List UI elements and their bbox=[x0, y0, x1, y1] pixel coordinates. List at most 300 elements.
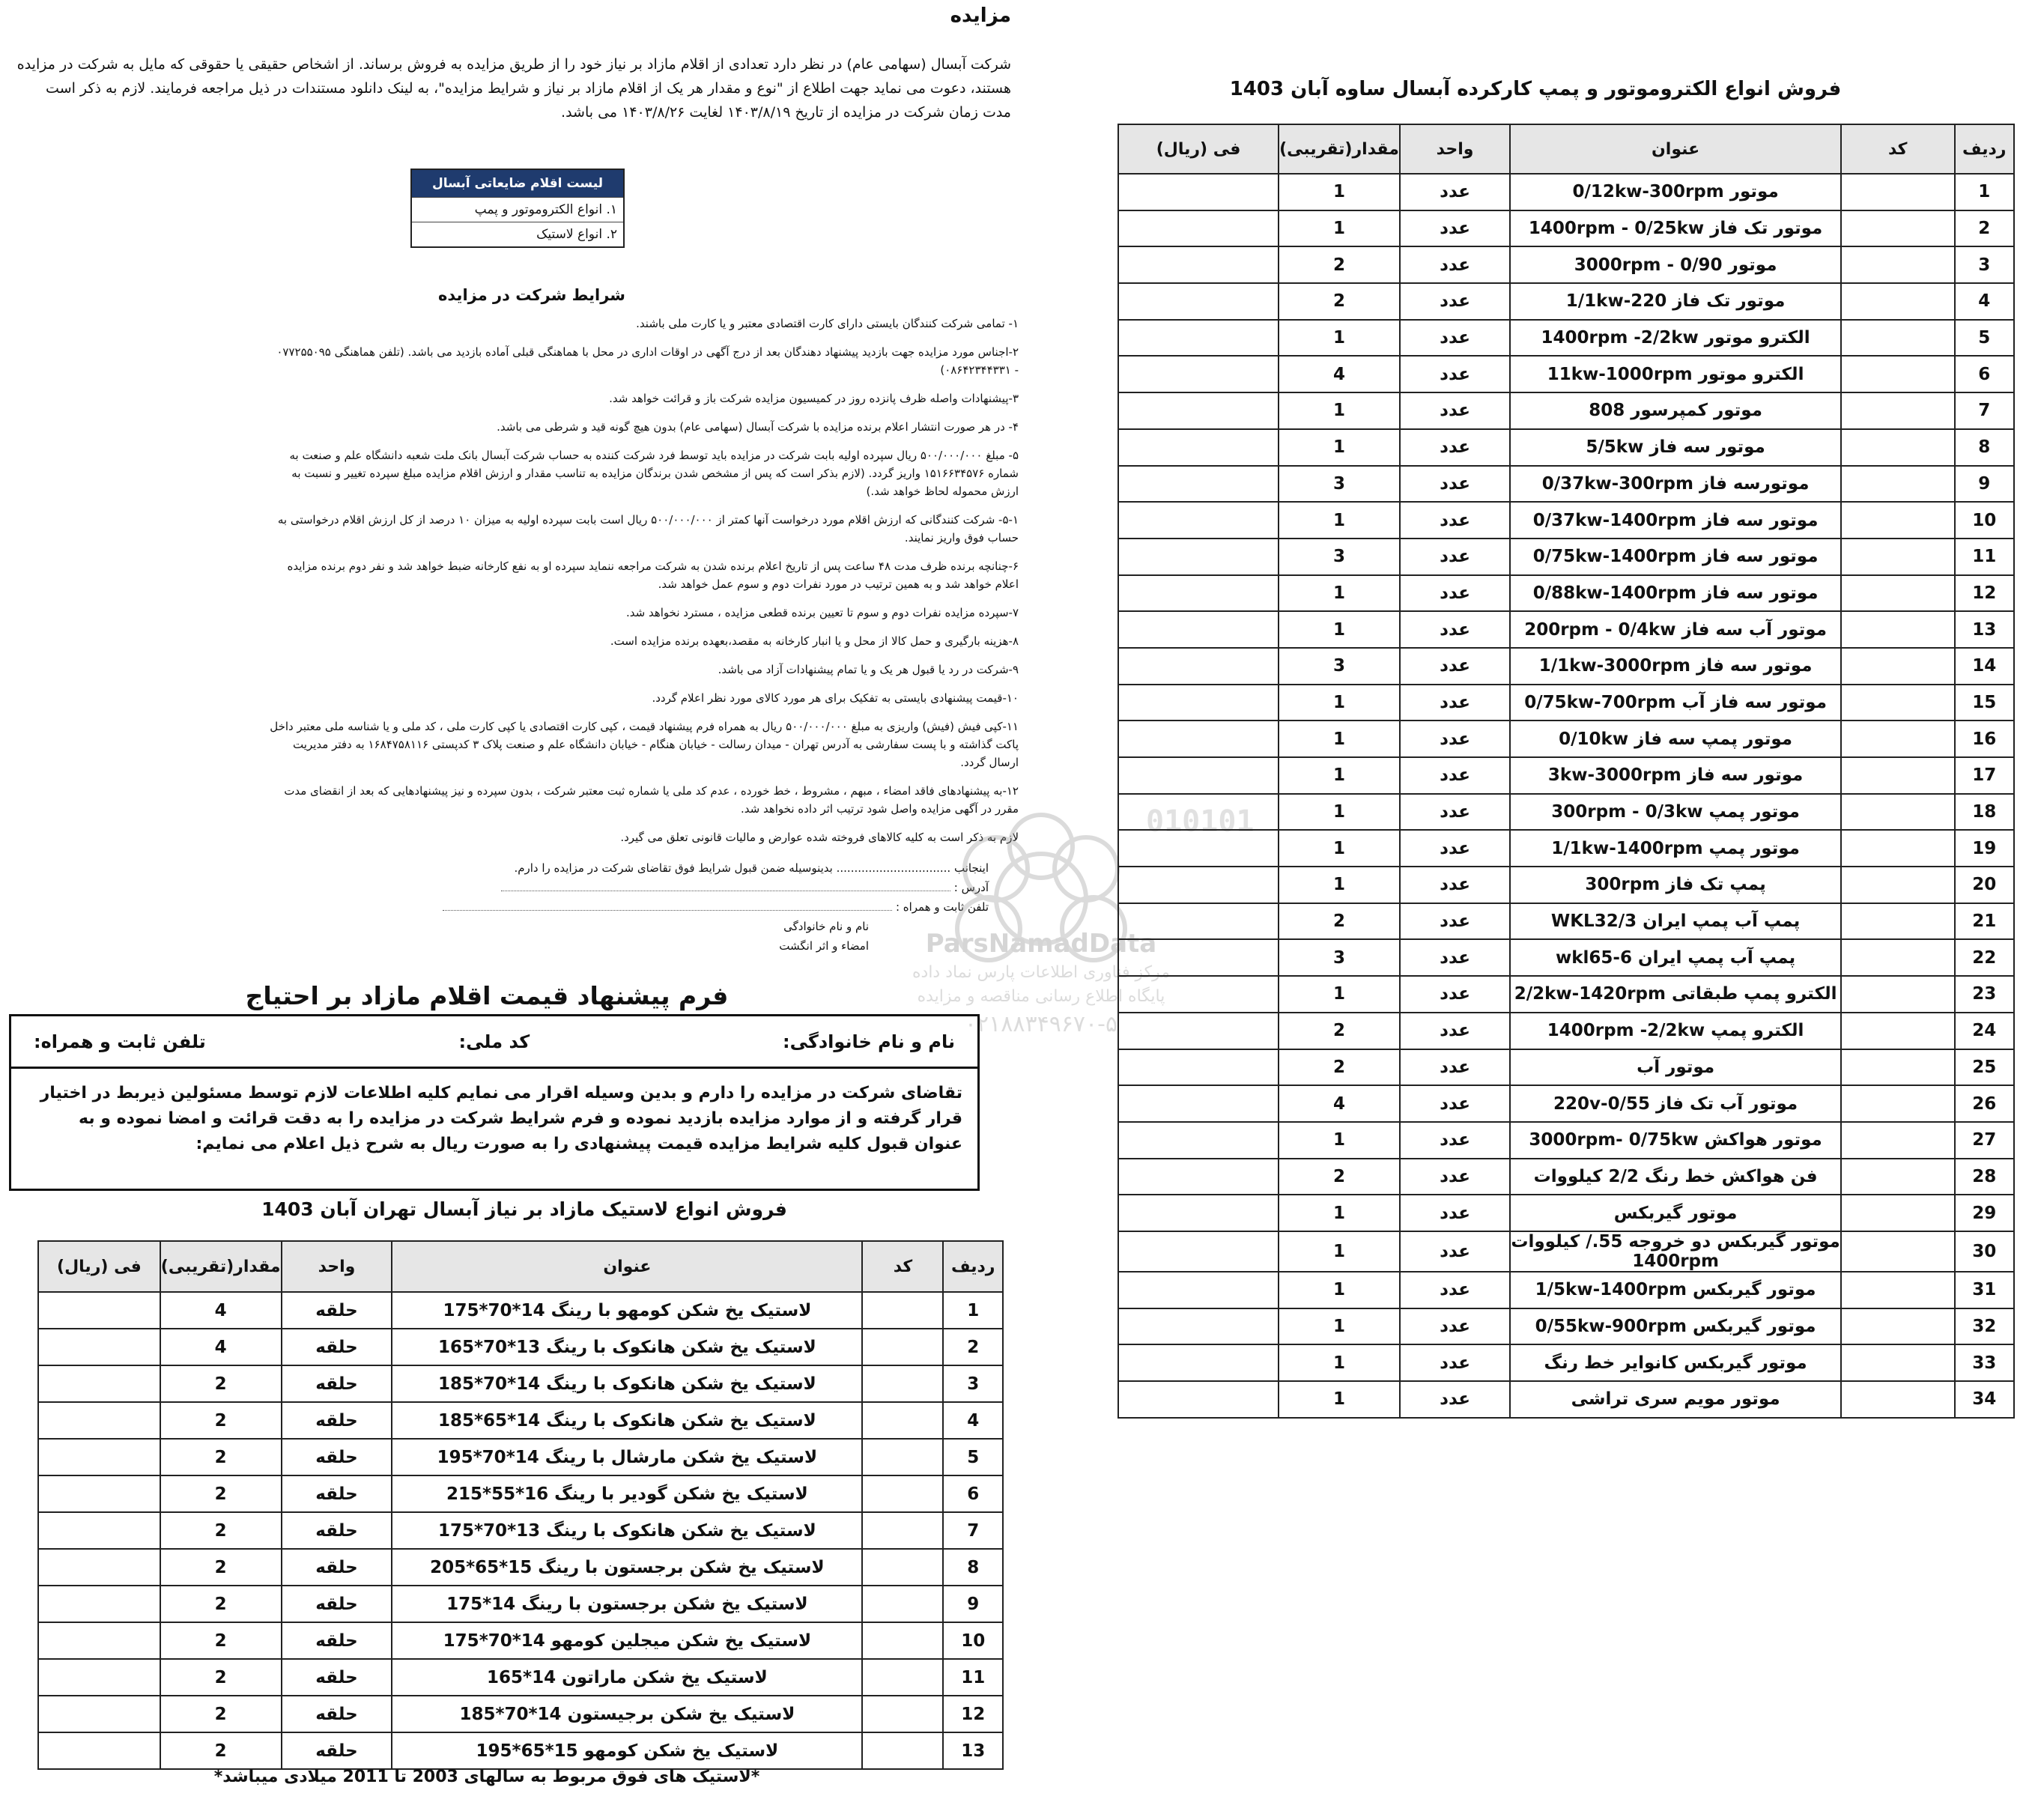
motors-cell bbox=[1841, 1272, 1955, 1308]
motors-cell[interactable] bbox=[1118, 392, 1279, 429]
table-row bbox=[1118, 1159, 2014, 1195]
motors-header-cell: واحد bbox=[1400, 124, 1510, 174]
tires-cell: 11 bbox=[943, 1659, 1003, 1696]
table-row bbox=[1118, 283, 2014, 320]
table-row bbox=[1118, 502, 2014, 539]
motors-cell[interactable] bbox=[1118, 1381, 1279, 1418]
motors-cell: 12 bbox=[1955, 575, 2014, 612]
motors-cell bbox=[1841, 1013, 1955, 1049]
motors-cell[interactable] bbox=[1118, 1231, 1279, 1272]
motors-cell[interactable] bbox=[1118, 1195, 1279, 1231]
tires-cell: 2 bbox=[160, 1402, 282, 1439]
motors-cell: موتور آب تک فاز 220v-0/55 bbox=[1510, 1085, 1841, 1122]
motors-cell: عدد bbox=[1400, 1049, 1510, 1086]
watermark-phone: ۰۲۱۸۸۳۴۹۶۷۰-۵ bbox=[964, 1011, 1118, 1037]
motors-cell[interactable] bbox=[1118, 867, 1279, 903]
signature-declaration: اینجانب ................................ بدینوسیله ضمن قبول شرایط فوق تقاضای شرکت در مزایده را دارم. bbox=[514, 861, 989, 875]
offer-form-fields bbox=[11, 1016, 977, 1069]
motors-cell[interactable] bbox=[1118, 939, 1279, 976]
motors-cell: پمپ آب پمپ ایران WKL32/3 bbox=[1510, 903, 1841, 940]
motors-cell bbox=[1841, 539, 1955, 575]
table-row bbox=[38, 1512, 1003, 1549]
motors-cell[interactable] bbox=[1118, 757, 1279, 794]
table-row bbox=[1118, 429, 2014, 466]
table-row bbox=[1118, 757, 2014, 794]
tires-cell: 2 bbox=[160, 1732, 282, 1769]
tires-cell: 13 bbox=[943, 1732, 1003, 1769]
table-row bbox=[1118, 392, 2014, 429]
tires-header-cell: کد bbox=[862, 1241, 943, 1292]
motors-cell[interactable] bbox=[1118, 502, 1279, 539]
motors-cell: 1 bbox=[1279, 174, 1400, 210]
motors-cell: 2 bbox=[1279, 1049, 1400, 1086]
table-row bbox=[1118, 903, 2014, 940]
signature-sign: امضاء و اثر انگشت bbox=[779, 939, 869, 953]
motors-cell: عدد bbox=[1400, 867, 1510, 903]
motors-cell[interactable] bbox=[1118, 685, 1279, 721]
tires-cell: لاستیک یخ شکن برجیستون 14*70*185 bbox=[392, 1696, 862, 1732]
tires-cell: لاستیک یخ شکن میجلین کومهو 14*70*175 bbox=[392, 1622, 862, 1659]
motors-cell: 1 bbox=[1279, 721, 1400, 757]
motors-cell[interactable] bbox=[1118, 356, 1279, 392]
motors-cell: عدد bbox=[1400, 392, 1510, 429]
table-row bbox=[1118, 1049, 2014, 1086]
motors-cell: فن هواکش خط رنگ 2/2 کیلووات bbox=[1510, 1159, 1841, 1195]
tires-cell: 6 bbox=[943, 1475, 1003, 1512]
motors-cell[interactable] bbox=[1118, 721, 1279, 757]
tires-cell bbox=[862, 1329, 943, 1365]
motors-cell[interactable] bbox=[1118, 320, 1279, 357]
motors-cell bbox=[1841, 1049, 1955, 1086]
motors-cell: عدد bbox=[1400, 685, 1510, 721]
motors-cell: موتور سه فاز 1/1kw-3000rpm bbox=[1510, 648, 1841, 685]
tires-header-cell: مقدار(تقریبی) bbox=[160, 1241, 282, 1292]
motors-cell: 7 bbox=[1955, 392, 2014, 429]
motors-cell: 1 bbox=[1279, 1308, 1400, 1345]
motors-cell[interactable] bbox=[1118, 1013, 1279, 1049]
motors-header-cell: مقدار(تقریبی) bbox=[1279, 124, 1400, 174]
motors-cell bbox=[1841, 356, 1955, 392]
motors-cell: 1 bbox=[1279, 429, 1400, 466]
motors-cell[interactable] bbox=[1118, 611, 1279, 648]
offer-form-text: تقاضای شرکت در مزایده را دارم و بدین وسیله اقرار می نمایم کلیه اطلاعات لازم توسط مسئولین ذیربط در اختیار قرار گرفته و از موارد مزایده بازدید نموده و فرم شرایط شرکت در مزایده را به دقت قرائت و امضا نموده و به عنوان قبول کلیه شرایط مزایده قیمت پیشنهادی را به صورت ریال به شرح ذیل اعلام می نمایم: bbox=[40, 1084, 962, 1153]
tires-cell: لاستیک یخ شکن هانکوک با رینگ 14*65*185 bbox=[392, 1402, 862, 1439]
motors-cell[interactable] bbox=[1118, 283, 1279, 320]
motors-cell: 28 bbox=[1955, 1159, 2014, 1195]
motors-cell: 11 bbox=[1955, 539, 2014, 575]
motors-cell: 3 bbox=[1279, 539, 1400, 575]
table-row bbox=[38, 1292, 1003, 1329]
motors-cell: عدد bbox=[1400, 1122, 1510, 1159]
offer-form-box bbox=[9, 1014, 980, 1191]
motors-cell: موتور 0/90 - 3000rpm bbox=[1510, 246, 1841, 283]
svg-text:010101: 010101 bbox=[1146, 804, 1255, 839]
tires-cell bbox=[862, 1475, 943, 1512]
motors-cell: موتور گیربکس bbox=[1510, 1195, 1841, 1231]
motors-cell: موتور کمپرسور 808 bbox=[1510, 392, 1841, 429]
tires-cell: 2 bbox=[160, 1659, 282, 1696]
scrap-list-box bbox=[410, 169, 625, 248]
motors-cell bbox=[1841, 1381, 1955, 1418]
tires-cell bbox=[862, 1586, 943, 1622]
motors-cell: موتور سه فاز 0/88kw-1400rpm bbox=[1510, 575, 1841, 612]
tires-cell: حلقه bbox=[282, 1365, 392, 1402]
tires-header-cell: ردیف bbox=[943, 1241, 1003, 1292]
motors-cell: 21 bbox=[1955, 903, 2014, 940]
motors-cell: عدد bbox=[1400, 794, 1510, 831]
tires-cell[interactable] bbox=[38, 1732, 160, 1769]
motors-cell: موتور تک فاز 220-1/1kw bbox=[1510, 283, 1841, 320]
motors-cell: 34 bbox=[1955, 1381, 2014, 1418]
motors-cell[interactable] bbox=[1118, 1122, 1279, 1159]
tires-cell[interactable] bbox=[38, 1696, 160, 1732]
tires-cell: حلقه bbox=[282, 1696, 392, 1732]
signature-phone bbox=[285, 897, 989, 917]
motors-cell bbox=[1841, 1195, 1955, 1231]
tires-cell[interactable] bbox=[38, 1586, 160, 1622]
motors-cell[interactable] bbox=[1118, 794, 1279, 831]
tires-cell: 3 bbox=[943, 1365, 1003, 1402]
motors-cell: 1 bbox=[1279, 1272, 1400, 1308]
motors-header-cell: عنوان bbox=[1510, 124, 1841, 174]
motors-cell: 26 bbox=[1955, 1085, 2014, 1122]
motors-cell[interactable] bbox=[1118, 903, 1279, 940]
motors-cell: موتور گیربکس دو خروجه 55./ کیلووات 1400rpm bbox=[1511, 1231, 1840, 1271]
condition-item: ۲-اجناس مورد مزایده جهت بازدید پیشنهاد دهندگان بعد از درج آگهی در اوقات اداری در محل با هماهنگی قبلی آماده بازدید می باشد. (تلفن هماهنگی ۰۷۷۲۵۵۰۹۵ - ۰۸۶۴۲۳۴۴۳۳۱) bbox=[276, 345, 1019, 377]
signature-address bbox=[285, 878, 989, 897]
tires-cell: حلقه bbox=[282, 1329, 392, 1365]
conditions-list bbox=[270, 315, 1019, 857]
condition-item: ۸-هزینه بارگیری و حمل کالا از محل و یا انبار کارخانه به مقصد،بعهده برنده مزایده است. bbox=[610, 634, 1019, 648]
motors-cell: 2 bbox=[1279, 1159, 1400, 1195]
motors-cell[interactable] bbox=[1118, 1344, 1279, 1381]
motors-header-cell: ردیف bbox=[1955, 124, 2014, 174]
motors-cell[interactable] bbox=[1118, 210, 1279, 247]
tires-cell[interactable] bbox=[38, 1292, 160, 1329]
condition-item: ۹-شرکت در رد یا قبول هر یک و یا تمام پیشنهادات آزاد می باشد. bbox=[718, 663, 1019, 676]
tires-cell bbox=[862, 1512, 943, 1549]
table-row bbox=[1118, 1013, 2014, 1049]
motors-cell: عدد bbox=[1400, 539, 1510, 575]
motors-cell: 4 bbox=[1955, 283, 2014, 320]
tires-cell: 4 bbox=[160, 1292, 282, 1329]
table-row bbox=[38, 1732, 1003, 1769]
motors-cell: 15 bbox=[1955, 685, 2014, 721]
tires-header-cell: عنوان bbox=[392, 1241, 862, 1292]
motors-cell bbox=[1841, 976, 1955, 1013]
tires-cell: لاستیک یخ شکن مارشال با رینگ 14*70*195 bbox=[392, 1439, 862, 1475]
motors-cell: 18 bbox=[1955, 794, 2014, 831]
motors-cell[interactable] bbox=[1118, 976, 1279, 1013]
motors-cell[interactable] bbox=[1118, 246, 1279, 283]
tires-cell: 2 bbox=[160, 1622, 282, 1659]
tires-cell: 10 bbox=[943, 1622, 1003, 1659]
table-row bbox=[38, 1402, 1003, 1439]
motors-cell bbox=[1841, 1344, 1955, 1381]
tires-cell: حلقه bbox=[282, 1475, 392, 1512]
tires-cell: حلقه bbox=[282, 1586, 392, 1622]
tires-cell: 2 bbox=[160, 1696, 282, 1732]
tires-cell[interactable] bbox=[38, 1622, 160, 1659]
motors-cell: 1 bbox=[1279, 575, 1400, 612]
motors-cell bbox=[1841, 939, 1955, 976]
motors-cell: 4 bbox=[1279, 1085, 1400, 1122]
table-row bbox=[38, 1549, 1003, 1586]
motors-cell[interactable] bbox=[1118, 1085, 1279, 1122]
table-row bbox=[38, 1475, 1003, 1512]
motors-cell: الکترو پمپ طبقاتی 2/2kw-1420rpm bbox=[1510, 976, 1841, 1013]
table-row bbox=[1118, 356, 2014, 392]
tires-cell[interactable] bbox=[38, 1439, 160, 1475]
tires-cell: 2 bbox=[160, 1512, 282, 1549]
motors-cell: عدد bbox=[1400, 939, 1510, 976]
motors-cell: 1 bbox=[1279, 1344, 1400, 1381]
address-label: آدرس : bbox=[953, 881, 989, 894]
motors-cell: 20 bbox=[1955, 867, 2014, 903]
tires-cell bbox=[862, 1292, 943, 1329]
watermark-brand: ParsNamadData bbox=[925, 929, 1157, 959]
motors-cell[interactable] bbox=[1118, 466, 1279, 503]
tires-cell: 12 bbox=[943, 1696, 1003, 1732]
motors-header-row bbox=[1118, 124, 2014, 174]
motors-cell: 2 bbox=[1279, 283, 1400, 320]
table-row bbox=[38, 1622, 1003, 1659]
table-row bbox=[38, 1659, 1003, 1696]
motors-cell bbox=[1841, 1085, 1955, 1122]
motors-cell bbox=[1841, 1231, 1955, 1272]
motors-cell bbox=[1841, 794, 1955, 831]
table-row bbox=[1118, 466, 2014, 503]
motors-cell: 33 bbox=[1955, 1344, 2014, 1381]
motors-cell: 31 bbox=[1955, 1272, 2014, 1308]
tires-cell[interactable] bbox=[38, 1659, 160, 1696]
table-row bbox=[38, 1439, 1003, 1475]
motors-cell[interactable] bbox=[1118, 539, 1279, 575]
table-row bbox=[1118, 939, 2014, 976]
motors-cell: 4 bbox=[1279, 356, 1400, 392]
tires-cell[interactable] bbox=[38, 1512, 160, 1549]
tires-cell: لاستیک یخ شکن هانکوک با رینگ 14*70*185 bbox=[392, 1365, 862, 1402]
motors-cell[interactable] bbox=[1118, 575, 1279, 612]
motors-cell[interactable] bbox=[1118, 648, 1279, 685]
motors-cell: 23 bbox=[1955, 976, 2014, 1013]
table-row bbox=[1118, 1308, 2014, 1345]
tires-cell: حلقه bbox=[282, 1622, 392, 1659]
motors-cell[interactable] bbox=[1118, 1272, 1279, 1308]
motors-cell: 1 bbox=[1279, 392, 1400, 429]
motors-cell: 3 bbox=[1279, 466, 1400, 503]
watermark-sub1: مرکز فناوری اطلاعات پارس نماد داده bbox=[912, 963, 1170, 982]
motors-cell: عدد bbox=[1400, 757, 1510, 794]
motors-cell: 1 bbox=[1955, 174, 2014, 210]
tires-table bbox=[37, 1240, 1004, 1770]
table-row bbox=[1118, 830, 2014, 867]
tires-cell: لاستیک یخ شکن هانکوک با رینگ 13*70*165 bbox=[392, 1329, 862, 1365]
condition-item: ۱- تمامی شرکت کنندگان بایستی دارای کارت اقتصادی معتبر و یا کارت ملی باشند. bbox=[636, 317, 1019, 330]
motors-cell: 1 bbox=[1279, 976, 1400, 1013]
motors-cell: موتور سه فاز 0/75kw-1400rpm bbox=[1510, 539, 1841, 575]
tires-cell: 4 bbox=[160, 1329, 282, 1365]
table-row bbox=[1118, 721, 2014, 757]
motors-cell: عدد bbox=[1400, 976, 1510, 1013]
motors-cell: موتور سه فاز 5/5kw bbox=[1510, 429, 1841, 466]
motors-cell: عدد bbox=[1400, 1308, 1510, 1345]
motors-cell bbox=[1841, 283, 1955, 320]
motors-cell: 1 bbox=[1279, 1122, 1400, 1159]
tires-header-cell: فی (ریال) bbox=[38, 1241, 160, 1292]
phone-field-label[interactable]: تلفن ثابت و همراه: bbox=[34, 1031, 206, 1052]
motors-cell: عدد bbox=[1400, 283, 1510, 320]
tires-header-row bbox=[38, 1241, 1003, 1292]
tires-cell: لاستیک یخ شکن کومهو با رینگ 14*70*175 bbox=[392, 1292, 862, 1329]
tires-cell[interactable] bbox=[38, 1402, 160, 1439]
motors-cell: عدد bbox=[1400, 1231, 1510, 1272]
motors-cell: 1 bbox=[1279, 320, 1400, 357]
table-row bbox=[1118, 867, 2014, 903]
table-row bbox=[1118, 210, 2014, 247]
tires-cell: حلقه bbox=[282, 1659, 392, 1696]
offer-form-title: فرم پیشنهاد قیمت اقلام مازاد بر احتیاج bbox=[245, 981, 729, 1010]
table-row bbox=[1118, 685, 2014, 721]
table-row bbox=[1118, 1195, 2014, 1231]
motors-cell: الکترو موتور 1400rpm -2/2kw bbox=[1510, 320, 1841, 357]
tires-cell bbox=[862, 1622, 943, 1659]
scrap-list-item: ۱. انواع الکتروموتور و پمپ bbox=[412, 197, 623, 222]
motors-cell: موتور گیربکس 1/5kw-1400rpm bbox=[1510, 1272, 1841, 1308]
motors-cell bbox=[1841, 246, 1955, 283]
motors-cell[interactable] bbox=[1118, 1049, 1279, 1086]
motors-cell: موتور آب سه فاز 200rpm - 0/4kw bbox=[1510, 611, 1841, 648]
motors-cell bbox=[1841, 1308, 1955, 1345]
tires-cell: لاستیک یخ شکن برجستون با رینگ 14*175 bbox=[392, 1586, 862, 1622]
motors-cell: 27 bbox=[1955, 1122, 2014, 1159]
motors-cell: 19 bbox=[1955, 830, 2014, 867]
motors-cell: 13 bbox=[1955, 611, 2014, 648]
motors-cell: عدد bbox=[1400, 429, 1510, 466]
motors-cell: عدد bbox=[1400, 1344, 1510, 1381]
notice-title: مزایده bbox=[950, 4, 1011, 27]
motors-cell: عدد bbox=[1400, 721, 1510, 757]
motors-cell: 1 bbox=[1279, 867, 1400, 903]
tires-cell[interactable] bbox=[38, 1549, 160, 1586]
table-row bbox=[1118, 1122, 2014, 1159]
tires-cell: حلقه bbox=[282, 1402, 392, 1439]
national-code-field-label[interactable]: کد ملی: bbox=[458, 1031, 530, 1052]
motors-cell: عدد bbox=[1400, 174, 1510, 210]
motors-cell: عدد bbox=[1400, 246, 1510, 283]
motors-cell bbox=[1841, 429, 1955, 466]
motors-cell: 3 bbox=[1279, 939, 1400, 976]
motors-cell: موتور 0/12kw-300rpm bbox=[1510, 174, 1841, 210]
condition-item: ۱۲-به پیشنهادهای فاقد امضاء ، مبهم ، مشروط ، خط خورده ، عدم کد ملی یا شماره ثبت معتبر شرکت ، بدون سپرده و نیز پیشنهادهایی که بعد از انقضای مدت مقرر در آگهی مزایده واصل شود ترتیب اثر داده نخواهد شد. bbox=[284, 784, 1019, 816]
tires-cell: 4 bbox=[943, 1402, 1003, 1439]
motors-cell: الکترو پمپ 1400rpm -2/2kw bbox=[1510, 1013, 1841, 1049]
condition-item: ۵-۱- شرکت کنندگانی که ارزش اقلام مورد درخواست آنها کمتر از ۵۰۰/۰۰۰/۰۰۰ ریال است بابت سپرده اولیه به میزان ۱۰ درصد از کل ارزش اقلام درخواستی به حساب فوق واریز نمایند. bbox=[277, 513, 1019, 545]
condition-item: ۳-پیشنهادات واصله ظرف پانزده روز در کمیسیون مزایده شرکت باز و قرائت خواهد شد. bbox=[609, 392, 1019, 405]
motors-cell bbox=[1841, 830, 1955, 867]
table-row bbox=[1118, 539, 2014, 575]
tires-cell: 2 bbox=[160, 1365, 282, 1402]
tires-title: فروش انواع لاستیک مازاد بر نیاز آبسال تهران آبان 1403 bbox=[261, 1198, 787, 1220]
motors-cell[interactable] bbox=[1118, 1308, 1279, 1345]
motors-cell: عدد bbox=[1400, 575, 1510, 612]
motors-cell: موتور گیربکس 0/55kw-900rpm bbox=[1510, 1308, 1841, 1345]
tires-cell: 1 bbox=[943, 1292, 1003, 1329]
motors-cell: 22 bbox=[1955, 939, 2014, 976]
motors-cell: 10 bbox=[1955, 502, 2014, 539]
motors-cell bbox=[1841, 502, 1955, 539]
motors-cell: عدد bbox=[1400, 1013, 1510, 1049]
motors-cell: 5 bbox=[1955, 320, 2014, 357]
motors-cell: 2 bbox=[1279, 903, 1400, 940]
motors-cell: پمپ تک فاز 300rpm bbox=[1510, 867, 1841, 903]
table-row bbox=[1118, 320, 2014, 357]
motors-cell: الکترو موتور 11kw-1000rpm bbox=[1510, 356, 1841, 392]
motors-cell bbox=[1841, 648, 1955, 685]
motors-cell: 1 bbox=[1279, 210, 1400, 247]
table-row bbox=[1118, 1231, 2014, 1272]
table-row bbox=[1118, 246, 2014, 283]
name-field-label[interactable]: نام و نام خانوادگی: bbox=[783, 1031, 955, 1052]
conditions-title: شرایط شرکت در مزایده bbox=[438, 286, 625, 304]
tires-cell[interactable] bbox=[38, 1475, 160, 1512]
tires-cell: لاستیک یخ شکن کومهو 15*65*195 bbox=[392, 1732, 862, 1769]
tires-cell[interactable] bbox=[38, 1329, 160, 1365]
motors-cell bbox=[1841, 575, 1955, 612]
table-row bbox=[1118, 611, 2014, 648]
signature-name: نام و نام خانوادگی bbox=[783, 920, 869, 933]
motors-cell: 1 bbox=[1279, 502, 1400, 539]
tires-cell: 9 bbox=[943, 1586, 1003, 1622]
signature-block bbox=[285, 858, 989, 956]
tires-cell bbox=[862, 1732, 943, 1769]
table-row bbox=[1118, 794, 2014, 831]
motors-cell: 3 bbox=[1279, 648, 1400, 685]
motors-cell: 1 bbox=[1279, 1381, 1400, 1418]
motors-cell: 8 bbox=[1955, 429, 2014, 466]
phone-line[interactable] bbox=[443, 910, 892, 911]
motors-cell: موتور پمپ 300rpm - 0/3kw bbox=[1510, 794, 1841, 831]
tires-cell bbox=[862, 1365, 943, 1402]
motors-cell: موتور سه فاز آب 0/75kw-700rpm bbox=[1510, 685, 1841, 721]
phone-label: تلفن ثابت و همراه : bbox=[895, 900, 989, 914]
motors-cell: موتور سه فاز 3kw-3000rpm bbox=[1510, 757, 1841, 794]
motors-cell: 14 bbox=[1955, 648, 2014, 685]
motors-cell: موتور پمپ 1/1kw-1400rpm bbox=[1510, 830, 1841, 867]
motors-cell: عدد bbox=[1400, 1085, 1510, 1122]
motors-cell[interactable] bbox=[1118, 174, 1279, 210]
motors-cell: عدد bbox=[1400, 1159, 1510, 1195]
tires-cell bbox=[862, 1402, 943, 1439]
motors-cell bbox=[1841, 320, 1955, 357]
table-row bbox=[38, 1586, 1003, 1622]
tires-header-cell: واحد bbox=[282, 1241, 392, 1292]
motors-cell bbox=[1841, 611, 1955, 648]
tires-cell: حلقه bbox=[282, 1732, 392, 1769]
tires-cell[interactable] bbox=[38, 1365, 160, 1402]
condition-item: ۵- مبلغ ۵۰۰/۰۰۰/۰۰۰ ریال سپرده اولیه بابت شرکت در مزایده باید توسط فرد شرکت کننده به حساب شرکت آبسال بانک ملت شعبه دانشگاه علم و صنعت به شماره ۱۵۱۶۶۳۴۵۷۶ واریز گردد. (لازم بذکر است که پس از مشخص شدن برندگان مزایده به تناسب مقدار و ارزش اقلام مزایده مبلغ سپرده تغییر و نسبت به ارزش محموله لحاظ خواهد شد.) bbox=[289, 449, 1019, 498]
motors-cell: 2 bbox=[1279, 246, 1400, 283]
motors-cell[interactable] bbox=[1118, 1159, 1279, 1195]
motors-cell: 2 bbox=[1279, 1013, 1400, 1049]
motors-cell bbox=[1841, 466, 1955, 503]
motors-cell[interactable] bbox=[1118, 830, 1279, 867]
table-row bbox=[1118, 648, 2014, 685]
tires-cell: 2 bbox=[160, 1549, 282, 1586]
motors-cell[interactable] bbox=[1118, 429, 1279, 466]
motors-cell bbox=[1841, 757, 1955, 794]
motors-cell: 1 bbox=[1279, 1195, 1400, 1231]
